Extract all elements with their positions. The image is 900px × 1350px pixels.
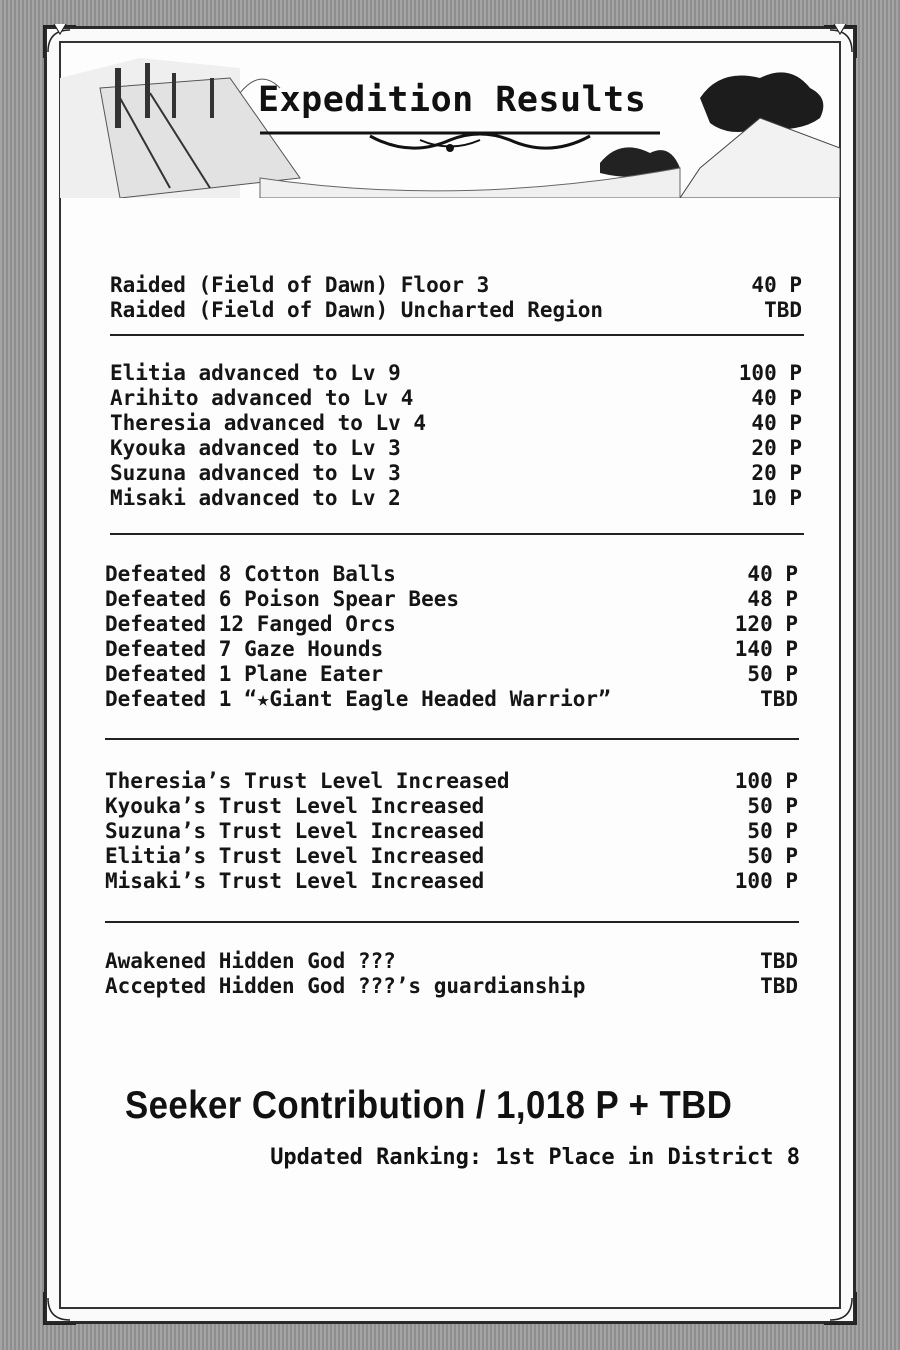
result-points: 40 P xyxy=(751,411,802,435)
result-row xyxy=(105,949,798,974)
result-row xyxy=(105,819,798,844)
result-points: TBD xyxy=(760,949,798,973)
corner-ornament-icon xyxy=(40,1288,80,1328)
landscape-banner-illustration xyxy=(60,58,840,198)
result-row xyxy=(105,869,798,894)
result-row xyxy=(105,562,798,587)
result-points: 100 P xyxy=(738,361,802,385)
result-points: 10 P xyxy=(751,486,802,510)
result-points: 40 P xyxy=(751,386,802,410)
result-label: Awakened Hidden God ??? xyxy=(105,949,396,973)
result-label: Defeated 6 Poison Spear Bees xyxy=(105,587,460,611)
result-label: Raided (Field of Dawn) Floor 3 xyxy=(110,273,490,297)
result-points: 40 P xyxy=(747,562,798,586)
result-label: Arihito advanced to Lv 4 xyxy=(110,386,414,410)
result-row xyxy=(105,794,798,819)
result-row xyxy=(105,637,798,662)
result-label: Accepted Hidden God ???’s guardianship xyxy=(105,974,586,998)
result-row xyxy=(105,974,798,999)
result-label: Defeated 1 “★Giant Eagle Headed Warrior” xyxy=(105,687,611,711)
corner-ornament-icon xyxy=(820,22,860,62)
result-points: 20 P xyxy=(751,436,802,460)
result-row xyxy=(110,486,802,511)
result-points: 50 P xyxy=(747,819,798,843)
result-points: 50 P xyxy=(747,844,798,868)
result-points: TBD xyxy=(760,974,798,998)
result-points: 40 P xyxy=(751,273,802,297)
result-row xyxy=(105,587,798,612)
section-divider xyxy=(110,334,804,336)
result-label: Kyouka’s Trust Level Increased xyxy=(105,794,485,818)
result-label: Defeated 12 Fanged Orcs xyxy=(105,612,396,636)
result-points: 48 P xyxy=(747,587,798,611)
updated-ranking: Updated Ranking: 1st Place in District 8 xyxy=(270,1145,800,1170)
result-points: TBD xyxy=(764,298,802,322)
result-points: 100 P xyxy=(734,869,798,893)
result-row xyxy=(105,662,798,687)
result-label: Elitia advanced to Lv 9 xyxy=(110,361,401,385)
result-label: Suzuna advanced to Lv 3 xyxy=(110,461,401,485)
result-label: Defeated 1 Plane Eater xyxy=(105,662,384,686)
result-row xyxy=(110,461,802,486)
result-label: Misaki advanced to Lv 2 xyxy=(110,486,401,510)
result-row xyxy=(110,298,802,323)
result-label: Raided (Field of Dawn) Uncharted Region xyxy=(110,298,604,322)
result-label: Kyouka advanced to Lv 3 xyxy=(110,436,401,460)
result-label: Elitia’s Trust Level Increased xyxy=(105,844,485,868)
result-label: Suzuna’s Trust Level Increased xyxy=(105,819,485,843)
result-row xyxy=(105,687,798,712)
result-row xyxy=(105,612,798,637)
result-points: 120 P xyxy=(734,612,798,636)
result-points: TBD xyxy=(760,687,798,711)
result-row xyxy=(110,436,802,461)
page-title: Expedition Results xyxy=(258,80,647,120)
result-row xyxy=(110,411,802,436)
corner-ornament-icon xyxy=(820,1288,860,1328)
result-label: Misaki’s Trust Level Increased xyxy=(105,869,485,893)
section-divider xyxy=(105,738,799,740)
corner-ornament-icon xyxy=(40,22,80,62)
result-row xyxy=(110,361,802,386)
result-label: Theresia’s Trust Level Increased xyxy=(105,769,510,793)
result-points: 100 P xyxy=(734,769,798,793)
result-label: Defeated 7 Gaze Hounds xyxy=(105,637,384,661)
result-points: 140 P xyxy=(734,637,798,661)
result-points: 50 P xyxy=(747,662,798,686)
result-row xyxy=(105,769,798,794)
seeker-contribution-total: Seeker Contribution / 1,018 P + TBD xyxy=(125,1084,733,1127)
section-divider xyxy=(110,533,804,535)
result-row xyxy=(110,273,802,298)
section-divider xyxy=(105,921,799,923)
result-label: Theresia advanced to Lv 4 xyxy=(110,411,427,435)
result-row xyxy=(105,844,798,869)
result-points: 20 P xyxy=(751,461,802,485)
result-label: Defeated 8 Cotton Balls xyxy=(105,562,396,586)
result-points: 50 P xyxy=(747,794,798,818)
result-row xyxy=(110,386,802,411)
